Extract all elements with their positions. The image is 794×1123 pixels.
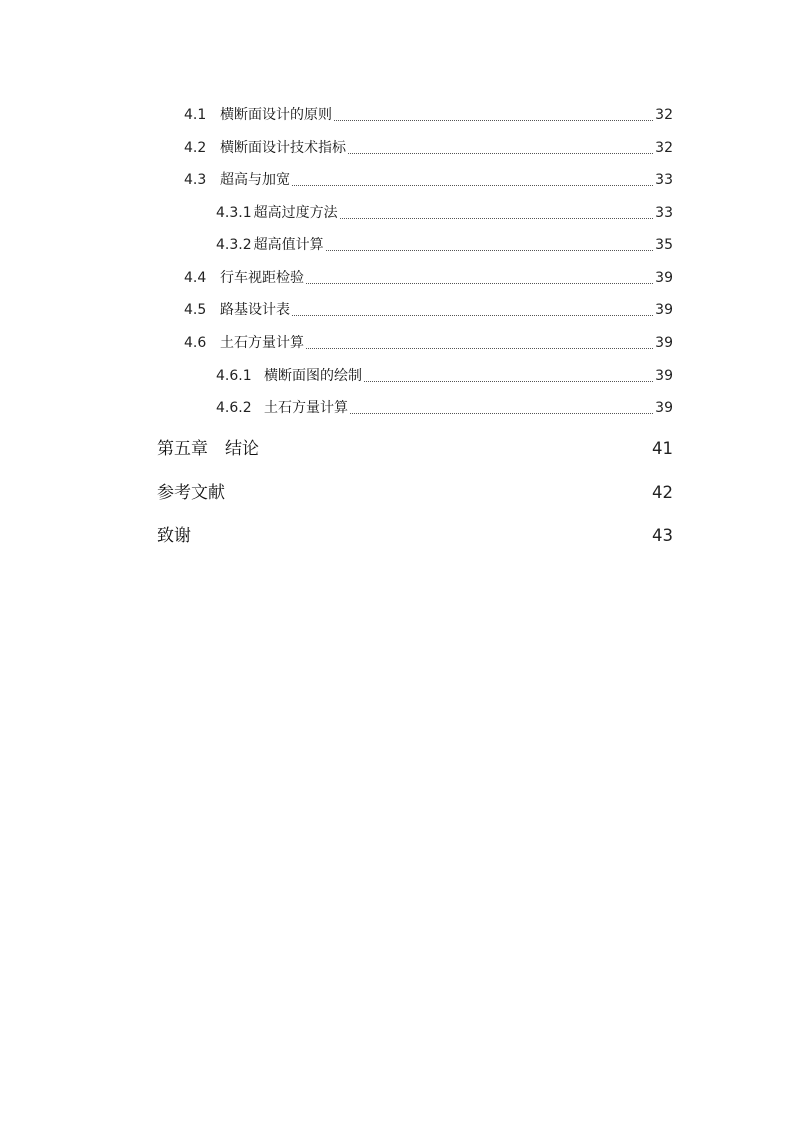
section-number: 4.3: [184, 172, 207, 188]
toc-entry-acknowledgements[interactable]: [157, 521, 673, 546]
section-title: 横断面设计技术指标: [220, 140, 346, 156]
section-title: 路基设计表: [220, 302, 290, 318]
page-number: 39: [655, 302, 673, 318]
dot-leader: [340, 218, 653, 219]
toc-entry-4-3[interactable]: [184, 169, 673, 189]
toc-entry-4-6[interactable]: [184, 332, 673, 352]
section-title: 土石方量计算: [264, 400, 348, 416]
dot-leader: [292, 315, 653, 316]
toc-entry-4-6-1[interactable]: [216, 365, 673, 385]
page-number: 39: [655, 270, 673, 286]
toc-entry-4-2[interactable]: [184, 137, 673, 157]
dot-leader: [306, 348, 653, 349]
section-number: 4.6.2: [216, 400, 252, 416]
section-title: 超高过度方法: [253, 205, 338, 221]
dot-leader: [306, 283, 653, 284]
page-number: 39: [655, 335, 673, 351]
toc-entry-4-3-2[interactable]: [216, 234, 673, 254]
page-number: 39: [655, 368, 673, 384]
toc-entry-4-1[interactable]: [184, 104, 673, 124]
page-number: 33: [655, 205, 673, 221]
section-number: 4.6: [184, 335, 207, 351]
section-number: 4.5: [184, 302, 207, 318]
page-number: 32: [655, 140, 673, 156]
section-title: 超高与加宽: [220, 172, 290, 188]
toc-entry-4-3-1[interactable]: [216, 202, 673, 222]
dot-leader: [292, 185, 653, 186]
section-title: 行车视距检验: [220, 270, 304, 286]
section-title: 超高值计算: [253, 237, 324, 253]
toc-entry-4-6-2[interactable]: [216, 397, 673, 417]
dot-leader: [348, 153, 653, 154]
section-number: 4.1: [184, 107, 207, 123]
page-number: 43: [652, 526, 673, 545]
section-number: 4.6.1: [216, 368, 252, 384]
toc-entry-references[interactable]: [157, 478, 673, 503]
dot-leader: [350, 413, 653, 414]
chapter-title: 参考文献: [157, 483, 225, 503]
toc-entry-4-4[interactable]: [184, 267, 673, 287]
toc-entry-chapter-5[interactable]: [157, 434, 673, 459]
section-number: 4.3.1: [216, 205, 252, 221]
page-number: 35: [655, 237, 673, 253]
section-number: 4.3.2: [216, 237, 252, 253]
section-title: 土石方量计算: [220, 335, 304, 351]
dot-leader: [334, 120, 653, 121]
chapter-title: 致谢: [157, 526, 191, 546]
section-number: 4.2: [184, 140, 207, 156]
dot-leader: [364, 381, 653, 382]
section-number: 4.4: [184, 270, 207, 286]
dot-leader: [326, 250, 653, 251]
section-title: 横断面设计的原则: [220, 107, 332, 123]
page-number: 42: [652, 483, 673, 502]
page-number: 39: [655, 400, 673, 416]
section-title: 横断面图的绘制: [264, 368, 362, 384]
page-number: 33: [655, 172, 673, 188]
chapter-title: 第五章 结论: [157, 439, 259, 459]
page-number: 41: [652, 439, 673, 458]
page-number: 32: [655, 107, 673, 123]
toc-entry-4-5[interactable]: [184, 299, 673, 319]
